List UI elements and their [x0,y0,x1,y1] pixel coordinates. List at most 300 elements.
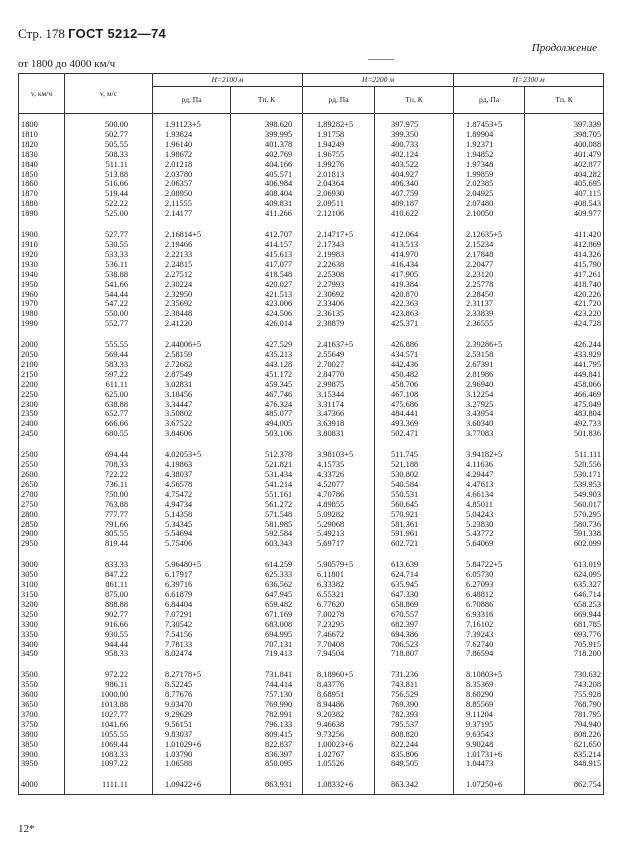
gap-cell [303,439,375,450]
temperature-2200-cell: 467.108 [375,390,454,400]
temperature-2100-cell: 531.434 [231,470,303,480]
temperature-2100-cell: 769.990 [231,700,303,710]
pressure-2100-cell: 2.87549 [153,370,231,380]
pressure-2200-cell: 9.73256 [303,730,375,740]
speed-kmh-cell: 1850 [19,170,65,180]
speed-kmh-cell: 1860 [19,179,65,189]
temperature-2200-cell: 694.386 [375,630,454,640]
pressure-2300-cell: 1.94852 [454,150,525,160]
speed-ms-cell: 791.66 [65,520,153,530]
temperature-2300-cell: 730.632 [525,670,604,680]
pressure-2300-cell: 3.77083 [454,429,525,439]
pressure-2300-cell: 2.36555 [454,319,525,329]
temperature-2200-cell: 530.802 [375,470,454,480]
temperature-2300-cell: 404.282 [525,170,604,180]
gap-cell [231,329,303,340]
temperature-2200-cell: 399.350 [375,130,454,140]
gap-cell [375,549,454,560]
temperature-2200-cell: 442.436 [375,360,454,370]
table-row [19,370,604,380]
temperature-2300-cell: 862.754 [525,780,604,794]
pressure-2100-cell: 1.98672 [153,150,231,160]
header-speed-kmh: v, км/ч [19,74,65,114]
temperature-2200-cell: 613.639 [375,560,454,570]
gap-cell [525,769,604,780]
speed-ms-cell: 1083.33 [65,750,153,760]
pressure-2300-cell: 6.27093 [454,580,525,590]
pressure-2200-cell: 2.30692 [303,290,375,300]
speed-ms-cell: 875.00 [65,590,153,600]
temperature-2100-cell: 551.161 [231,490,303,500]
pressure-2100-cell: 2.35692 [153,299,231,309]
pressure-2200-cell: 8.94486 [303,700,375,710]
temperature-2100-cell: 476.324 [231,400,303,410]
pressure-2100-cell: 4.02053+5 [153,450,231,460]
table-row [19,270,604,280]
gap-cell [231,659,303,670]
pressure-2100-cell: 7.30542 [153,620,231,630]
temperature-2200-cell: 400.733 [375,140,454,150]
table-row [19,160,604,170]
temperature-2100-cell: 671.169 [231,610,303,620]
pressure-2300-cell: 4.85011 [454,500,525,510]
pressure-2200-cell: 2.38879 [303,319,375,329]
speed-ms-cell: 652.77 [65,409,153,419]
temperature-2300-cell: 401.479 [525,150,604,160]
pressure-2100-cell: 9.29629 [153,710,231,720]
speed-kmh-cell: 1800 [19,114,65,130]
pressure-2200-cell: 5.09282 [303,510,375,520]
pressure-2300-cell: 6.05730 [454,570,525,580]
pressure-2200-cell: 2.01813 [303,170,375,180]
temperature-2300-cell: 549.903 [525,490,604,500]
speed-ms-cell: 552.77 [65,319,153,329]
pressure-2300-cell: 9.63543 [454,730,525,740]
pressure-2200-cell: 5.90579+5 [303,560,375,570]
speed-ms-cell: 525.00 [65,209,153,219]
pressure-2200-cell: 8.68951 [303,690,375,700]
temperature-2300-cell: 420.226 [525,290,604,300]
gap-cell [65,329,153,340]
speed-ms-cell: 516.66 [65,179,153,189]
pressure-2300-cell: 4.47613 [454,480,525,490]
speed-kmh-cell: 2700 [19,490,65,500]
speed-ms-cell: 819.44 [65,539,153,549]
speed-kmh-cell: 3500 [19,670,65,680]
speed-kmh-cell: 3200 [19,600,65,610]
pressure-2100-cell: 2.06357 [153,179,231,189]
temperature-2200-cell: 407.759 [375,189,454,199]
temperature-2200-cell: 624.714 [375,570,454,580]
temperature-2100-cell: 408.404 [231,189,303,199]
pressure-2100-cell: 7.78133 [153,640,231,650]
pressure-2100-cell: 2.03780 [153,170,231,180]
pressure-2300-cell: 3.60340 [454,419,525,429]
temperature-2100-cell: 503.106 [231,429,303,439]
speed-kmh-cell: 1840 [19,160,65,170]
speed-ms-cell: 625.00 [65,390,153,400]
speed-kmh-cell: 2000 [19,340,65,350]
temperature-2300-cell: 602.099 [525,539,604,549]
speed-kmh-cell: 1960 [19,290,65,300]
gap-cell [303,769,375,780]
temperature-2300-cell: 411.420 [525,230,604,240]
speed-ms-cell: 1041.66 [65,720,153,730]
pressure-2100-cell: 2.30224 [153,280,231,290]
speed-kmh-cell: 3850 [19,740,65,750]
temperature-2100-cell: 398.620 [231,114,303,130]
atmosphere-table [18,73,604,795]
table-row [19,189,604,199]
pressure-2200-cell: 3.80831 [303,429,375,439]
pressure-2300-cell: 3.12254 [454,390,525,400]
temperature-2300-cell: 400.088 [525,140,604,150]
speed-kmh-cell: 1820 [19,140,65,150]
temperature-2100-cell: 836.397 [231,750,303,760]
pressure-2200-cell: 5.69717 [303,539,375,549]
pressure-2200-cell: 2.09511 [303,199,375,209]
speed-kmh-cell: 1900 [19,230,65,240]
pressure-2100-cell: 2.11555 [153,199,231,209]
pressure-2200-cell: 7.00278 [303,610,375,620]
table-row [19,340,604,350]
temperature-2200-cell: 581.361 [375,520,454,530]
pressure-2300-cell: 1.89904 [454,130,525,140]
speed-kmh-cell: 1990 [19,319,65,329]
temperature-2100-cell: 809.415 [231,730,303,740]
temperature-2100-cell: 426.014 [231,319,303,329]
pressure-2200-cell: 4.33726 [303,470,375,480]
gap-cell [454,769,525,780]
temperature-2200-cell: 511.745 [375,450,454,460]
temperature-2100-cell: 625.333 [231,570,303,580]
pressure-2300-cell: 7.39243 [454,630,525,640]
temperature-2300-cell: 624.095 [525,570,604,580]
temperature-2200-cell: 647.330 [375,590,454,600]
pressure-2100-cell: 1.03790 [153,750,231,760]
temperature-2200-cell: 422.363 [375,299,454,309]
temperature-2200-cell: 426.886 [375,340,454,350]
table-row [19,780,604,794]
pressure-2200-cell: 8.18960+5 [303,670,375,680]
table-row [19,400,604,410]
gap-cell [454,219,525,230]
speed-kmh-cell: 3150 [19,590,65,600]
pressure-2100-cell: 8.02474 [153,649,231,659]
temperature-2100-cell: 435.213 [231,350,303,360]
speed-ms-cell: 569.44 [65,350,153,360]
speed-ms-cell: 805.55 [65,529,153,539]
pressure-2200-cell: 1.91758 [303,130,375,140]
temperature-2200-cell: 591.961 [375,529,454,539]
speed-ms-cell: 527.77 [65,230,153,240]
gap-cell [19,659,65,670]
table-row [19,710,604,720]
pressure-2200-cell: 2.41637+5 [303,340,375,350]
gap-cell [454,549,525,560]
decorative-dash [368,59,394,60]
speed-kmh-cell: 4000 [19,780,65,794]
gap-cell [153,659,231,670]
temperature-2100-cell: 418.548 [231,270,303,280]
pressure-2200-cell: 5.29068 [303,520,375,530]
temperature-2100-cell: 494.005 [231,419,303,429]
speed-ms-cell: 544.44 [65,290,153,300]
speed-ms-cell: 777.77 [65,510,153,520]
pressure-2200-cell: 5.49213 [303,529,375,539]
table-row [19,759,604,769]
pressure-2100-cell: 4.94734 [153,500,231,510]
speed-ms-cell: 530.55 [65,240,153,250]
pressure-2100-cell: 5.34345 [153,520,231,530]
table-row [19,490,604,500]
temperature-2200-cell: 475.686 [375,400,454,410]
temperature-2200-cell: 835.806 [375,750,454,760]
pressure-2300-cell: 1.97348 [454,160,525,170]
pressure-2200-cell: 2.06930 [303,189,375,199]
pressure-2200-cell: 2.55649 [303,350,375,360]
temperature-2200-cell: 521.188 [375,460,454,470]
gap-cell [525,549,604,560]
table-row [19,700,604,710]
pressure-2100-cell: 9.56151 [153,720,231,730]
temperature-2100-cell: 485.077 [231,409,303,419]
pressure-2100-cell: 1.09422+6 [153,780,231,794]
table-row [19,640,604,650]
pressure-2200-cell: 6.33382 [303,580,375,590]
temperature-2200-cell: 420.870 [375,290,454,300]
table-row [19,720,604,730]
speed-kmh-cell: 3400 [19,640,65,650]
temperature-2200-cell: 417.905 [375,270,454,280]
speed-ms-cell: 666.66 [65,419,153,429]
temperature-2100-cell: 420.027 [231,280,303,290]
speed-ms-cell: 694.44 [65,450,153,460]
temperature-2100-cell: 423.006 [231,299,303,309]
table-row [19,680,604,690]
table-row [19,150,604,160]
temperature-2300-cell: 743.208 [525,680,604,690]
speed-ms-cell: 1027.77 [65,710,153,720]
table-row [19,209,604,219]
pressure-2100-cell: 3.34447 [153,400,231,410]
pressure-2100-cell: 6.61879 [153,590,231,600]
table-row [19,510,604,520]
page-header [18,26,166,42]
pressure-2100-cell: 2.16814+5 [153,230,231,240]
header-altitude-2100: H=2100 м [153,74,303,87]
temperature-2200-cell: 484.441 [375,409,454,419]
table-row [19,539,604,549]
speed-kmh-cell: 1930 [19,260,65,270]
speed-kmh-cell: 3600 [19,690,65,700]
pressure-2100-cell: 3.02831 [153,380,231,390]
temperature-2100-cell: 427.529 [231,340,303,350]
pressure-2200-cell: 1.89282+5 [303,114,375,130]
pressure-2300-cell: 2.15234 [454,240,525,250]
speed-ms-cell: 736.11 [65,480,153,490]
speed-kmh-cell: 2450 [19,429,65,439]
pressure-2300-cell: 2.67391 [454,360,525,370]
temperature-2300-cell: 433.929 [525,350,604,360]
speed-kmh-cell: 1940 [19,270,65,280]
page-number: Стр. 178 [18,26,65,41]
temperature-2100-cell: 707.131 [231,640,303,650]
speed-kmh-cell: 3700 [19,710,65,720]
gap-cell [303,219,375,230]
temperature-2300-cell: 458.066 [525,380,604,390]
pressure-2300-cell: 2.20477 [454,260,525,270]
header-altitude-2200: H=2200 м [303,74,454,87]
table-row [19,690,604,700]
pressure-2100-cell: 7.07291 [153,610,231,620]
table-row [19,730,604,740]
table-row [19,170,604,180]
pressure-2100-cell: 2.19466 [153,240,231,250]
pressure-2200-cell: 7.46672 [303,630,375,640]
temperature-2300-cell: 669.944 [525,610,604,620]
pressure-2200-cell: 2.22638 [303,260,375,270]
speed-kmh-cell: 1950 [19,280,65,290]
temperature-2100-cell: 401.378 [231,140,303,150]
pressure-2300-cell: 9.37195 [454,720,525,730]
speed-kmh-cell: 2350 [19,409,65,419]
table-row [19,620,604,630]
temperature-2200-cell: 718.807 [375,649,454,659]
pressure-2300-cell: 5.43772 [454,529,525,539]
speed-kmh-cell: 2500 [19,450,65,460]
table-row [19,600,604,610]
pressure-2200-cell: 2.17343 [303,240,375,250]
temperature-2200-cell: 602.721 [375,539,454,549]
temperature-2200-cell: 402.124 [375,150,454,160]
pressure-2200-cell: 3.31174 [303,400,375,410]
speed-ms-cell: 1013.88 [65,700,153,710]
pressure-2100-cell: 3.18456 [153,390,231,400]
pressure-2100-cell: 5.54694 [153,529,231,539]
speed-kmh-cell: 2600 [19,470,65,480]
temperature-2300-cell: 483.804 [525,409,604,419]
temperature-2300-cell: 520.556 [525,460,604,470]
pressure-2300-cell: 1.07250+6 [454,780,525,794]
pressure-2300-cell: 6.93316 [454,610,525,620]
pressure-2100-cell: 1.96140 [153,140,231,150]
temperature-2200-cell: 458.706 [375,380,454,390]
table-row [19,590,604,600]
pressure-2100-cell: 6.39716 [153,580,231,590]
temperature-2200-cell: 670.557 [375,610,454,620]
pressure-2200-cell: 1.96755 [303,150,375,160]
speed-ms-cell: 902.77 [65,610,153,620]
temperature-2100-cell: 414.157 [231,240,303,250]
temperature-2300-cell: 511.111 [525,450,604,460]
table-row [19,470,604,480]
speed-ms-cell: 533.33 [65,250,153,260]
temperature-2100-cell: 402.769 [231,150,303,160]
speed-ms-cell: 708.33 [65,460,153,470]
pressure-2100-cell: 8.27178+5 [153,670,231,680]
block-gap [19,659,604,670]
gap-cell [65,439,153,450]
pressure-2200-cell: 9.46638 [303,720,375,730]
temperature-2300-cell: 821.650 [525,740,604,750]
speed-ms-cell: 505.55 [65,140,153,150]
speed-ms-cell: 536.11 [65,260,153,270]
speed-ms-cell: 833.33 [65,560,153,570]
speed-ms-cell: 930.55 [65,630,153,640]
gap-cell [19,769,65,780]
pressure-2100-cell: 6.84404 [153,600,231,610]
speed-kmh-cell: 2850 [19,520,65,530]
gap-cell [525,659,604,670]
temperature-2300-cell: 415.790 [525,260,604,270]
pressure-2300-cell: 7.86594 [454,649,525,659]
gap-cell [375,659,454,670]
table-row [19,299,604,309]
pressure-2300-cell: 2.07480 [454,199,525,209]
speed-kmh-cell: 2150 [19,370,65,380]
temperature-2200-cell: 434.571 [375,350,454,360]
pressure-2300-cell: 2.39286+5 [454,340,525,350]
pressure-2100-cell: 2.08950 [153,189,231,199]
pressure-2100-cell: 4.75472 [153,490,231,500]
temperature-2200-cell: 849.505 [375,759,454,769]
pressure-2100-cell: 3.50802 [153,409,231,419]
pressure-2200-cell: 6.11801 [303,570,375,580]
pressure-2300-cell: 3.94182+5 [454,450,525,460]
standard-code: ГОСТ 5212—74 [68,26,167,41]
temperature-2200-cell: 412.064 [375,230,454,240]
temperature-2100-cell: 512.378 [231,450,303,460]
table-row [19,649,604,659]
gap-cell [65,549,153,560]
header-altitude-2300: H=2300 м [454,74,604,87]
pressure-2300-cell: 2.81986 [454,370,525,380]
temperature-2200-cell: 808.820 [375,730,454,740]
table-row [19,350,604,360]
temperature-2100-cell: 424.506 [231,309,303,319]
pressure-2200-cell: 2.12106 [303,209,375,219]
gap-cell [525,439,604,450]
pressure-2100-cell: 4.19863 [153,460,231,470]
pressure-2300-cell: 4.66134 [454,490,525,500]
temperature-2200-cell: 731.236 [375,670,454,680]
speed-kmh-cell: 2950 [19,539,65,549]
pressure-2300-cell: 9.11204 [454,710,525,720]
pressure-2100-cell: 7.54156 [153,630,231,640]
pressure-2200-cell: 6.77620 [303,600,375,610]
gap-cell [525,219,604,230]
speed-kmh-cell: 3250 [19,610,65,620]
temperature-2200-cell: 404.927 [375,170,454,180]
temperature-2100-cell: 850.095 [231,759,303,769]
pressure-2200-cell: 2.33406 [303,299,375,309]
table-row [19,250,604,260]
speed-kmh-cell: 1810 [19,130,65,140]
temperature-2200-cell: 403.522 [375,160,454,170]
pressure-2200-cell: 2.19983 [303,250,375,260]
pressure-2300-cell: 5.84722+5 [454,560,525,570]
temperature-2200-cell: 682.397 [375,620,454,630]
temperature-2300-cell: 560.017 [525,500,604,510]
temperature-2300-cell: 417.261 [525,270,604,280]
continuation-label: Продолжение [531,42,597,54]
temperature-2100-cell: 694.995 [231,630,303,640]
sheet-mark: 12* [18,823,35,835]
table-row [19,260,604,270]
speed-ms-cell: 847.22 [65,570,153,580]
speed-ms-cell: 638.88 [65,400,153,410]
